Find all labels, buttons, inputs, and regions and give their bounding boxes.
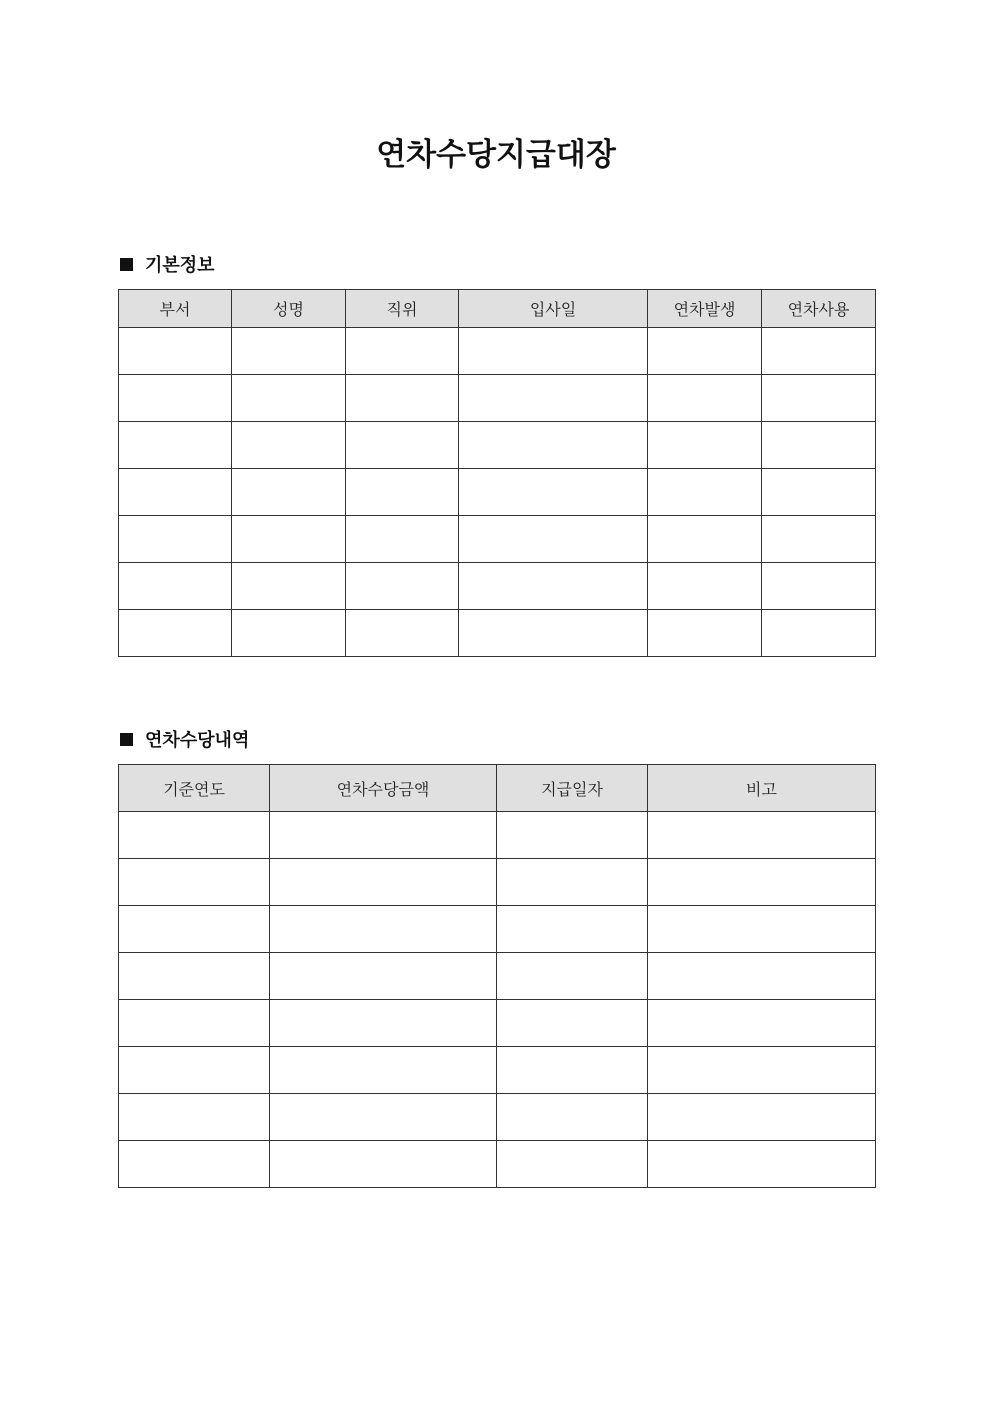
table-cell[interactable] bbox=[270, 1047, 497, 1094]
table-cell[interactable] bbox=[119, 1094, 270, 1141]
table-cell[interactable] bbox=[270, 1141, 497, 1188]
column-header-base-year: 기준연도 bbox=[119, 765, 270, 812]
table-cell[interactable] bbox=[459, 563, 648, 610]
table-cell[interactable] bbox=[497, 859, 648, 906]
table-cell[interactable] bbox=[232, 328, 346, 375]
table-cell[interactable] bbox=[648, 1094, 876, 1141]
black-square-icon bbox=[120, 258, 133, 271]
table-cell[interactable] bbox=[346, 563, 459, 610]
table-row bbox=[119, 422, 876, 469]
table-row bbox=[119, 953, 876, 1000]
section-label-text: 연차수당내역 bbox=[145, 730, 250, 751]
table-cell[interactable] bbox=[648, 328, 762, 375]
table-cell[interactable] bbox=[648, 422, 762, 469]
table-cell[interactable] bbox=[346, 469, 459, 516]
table-header-row bbox=[119, 290, 876, 328]
table-row bbox=[119, 812, 876, 859]
table-cell[interactable] bbox=[119, 906, 270, 953]
section-label-basic-info bbox=[120, 251, 215, 277]
table-cell[interactable] bbox=[232, 375, 346, 422]
table-cell[interactable] bbox=[346, 516, 459, 563]
column-header-join-date: 입사일 bbox=[459, 290, 648, 328]
table-cell[interactable] bbox=[648, 563, 762, 610]
table-cell[interactable] bbox=[119, 516, 232, 563]
table-cell[interactable] bbox=[648, 906, 876, 953]
table-cell[interactable] bbox=[648, 610, 762, 657]
table-cell[interactable] bbox=[119, 610, 232, 657]
table-cell[interactable] bbox=[497, 906, 648, 953]
column-header-leave-granted: 연차발생 bbox=[648, 290, 762, 328]
table-cell[interactable] bbox=[648, 1047, 876, 1094]
table-cell[interactable] bbox=[346, 422, 459, 469]
column-header-name: 성명 bbox=[232, 290, 346, 328]
table-cell[interactable] bbox=[497, 1141, 648, 1188]
table-cell[interactable] bbox=[119, 1047, 270, 1094]
allowance-history-table bbox=[118, 764, 876, 1188]
table-cell[interactable] bbox=[762, 563, 876, 610]
table-cell[interactable] bbox=[119, 328, 232, 375]
table-cell[interactable] bbox=[119, 375, 232, 422]
table-cell[interactable] bbox=[497, 953, 648, 1000]
column-header-payment-date: 지급일자 bbox=[497, 765, 648, 812]
table-cell[interactable] bbox=[346, 375, 459, 422]
table-cell[interactable] bbox=[232, 516, 346, 563]
table-row bbox=[119, 563, 876, 610]
table-cell[interactable] bbox=[459, 422, 648, 469]
column-header-position: 직위 bbox=[346, 290, 459, 328]
table-cell[interactable] bbox=[648, 953, 876, 1000]
table-cell[interactable] bbox=[232, 610, 346, 657]
table-row bbox=[119, 328, 876, 375]
table-row bbox=[119, 1141, 876, 1188]
table-cell[interactable] bbox=[270, 1094, 497, 1141]
table-cell[interactable] bbox=[648, 1000, 876, 1047]
column-header-leave-used: 연차사용 bbox=[762, 290, 876, 328]
table-cell[interactable] bbox=[497, 1047, 648, 1094]
table-cell[interactable] bbox=[648, 516, 762, 563]
section-label-allowance-history bbox=[120, 726, 249, 752]
table-cell[interactable] bbox=[762, 469, 876, 516]
table-row bbox=[119, 859, 876, 906]
basic-info-body bbox=[119, 328, 876, 657]
table-cell[interactable] bbox=[497, 812, 648, 859]
allowance-history-body bbox=[119, 812, 876, 1188]
table-cell[interactable] bbox=[459, 610, 648, 657]
table-cell[interactable] bbox=[119, 859, 270, 906]
table-header-row bbox=[119, 765, 876, 812]
table-cell[interactable] bbox=[497, 1094, 648, 1141]
table-cell[interactable] bbox=[270, 953, 497, 1000]
table-cell[interactable] bbox=[119, 469, 232, 516]
table-cell[interactable] bbox=[119, 422, 232, 469]
table-cell[interactable] bbox=[497, 1000, 648, 1047]
table-row bbox=[119, 1000, 876, 1047]
table-cell[interactable] bbox=[270, 1000, 497, 1047]
table-row bbox=[119, 1094, 876, 1141]
table-cell[interactable] bbox=[270, 906, 497, 953]
table-cell[interactable] bbox=[459, 375, 648, 422]
table-cell[interactable] bbox=[762, 375, 876, 422]
table-cell[interactable] bbox=[762, 422, 876, 469]
table-cell[interactable] bbox=[762, 610, 876, 657]
table-cell[interactable] bbox=[648, 859, 876, 906]
table-cell[interactable] bbox=[762, 328, 876, 375]
page-title: 연차수당지급대장 bbox=[376, 137, 616, 173]
table-cell[interactable] bbox=[346, 328, 459, 375]
table-cell[interactable] bbox=[119, 1141, 270, 1188]
table-cell[interactable] bbox=[459, 469, 648, 516]
section-label-text: 기본정보 bbox=[145, 255, 215, 276]
black-square-icon bbox=[120, 733, 133, 746]
table-cell[interactable] bbox=[119, 812, 270, 859]
table-cell[interactable] bbox=[648, 469, 762, 516]
table-row bbox=[119, 1047, 876, 1094]
table-cell[interactable] bbox=[762, 516, 876, 563]
table-cell[interactable] bbox=[648, 812, 876, 859]
table-cell[interactable] bbox=[270, 812, 497, 859]
table-cell[interactable] bbox=[459, 516, 648, 563]
table-cell[interactable] bbox=[270, 859, 497, 906]
table-row bbox=[119, 516, 876, 563]
table-row bbox=[119, 610, 876, 657]
table-cell[interactable] bbox=[346, 610, 459, 657]
table-cell[interactable] bbox=[648, 375, 762, 422]
table-cell[interactable] bbox=[459, 328, 648, 375]
column-header-department: 부서 bbox=[119, 290, 232, 328]
table-cell[interactable] bbox=[232, 469, 346, 516]
table-cell[interactable] bbox=[119, 1000, 270, 1047]
table-row bbox=[119, 906, 876, 953]
table-cell[interactable] bbox=[232, 422, 346, 469]
column-header-remarks: 비고 bbox=[648, 765, 876, 812]
column-header-allowance-amount: 연차수당금액 bbox=[270, 765, 497, 812]
table-cell[interactable] bbox=[648, 1141, 876, 1188]
table-cell[interactable] bbox=[119, 953, 270, 1000]
basic-info-table bbox=[118, 289, 876, 657]
table-row bbox=[119, 375, 876, 422]
table-cell[interactable] bbox=[119, 563, 232, 610]
table-row bbox=[119, 469, 876, 516]
table-cell[interactable] bbox=[232, 563, 346, 610]
